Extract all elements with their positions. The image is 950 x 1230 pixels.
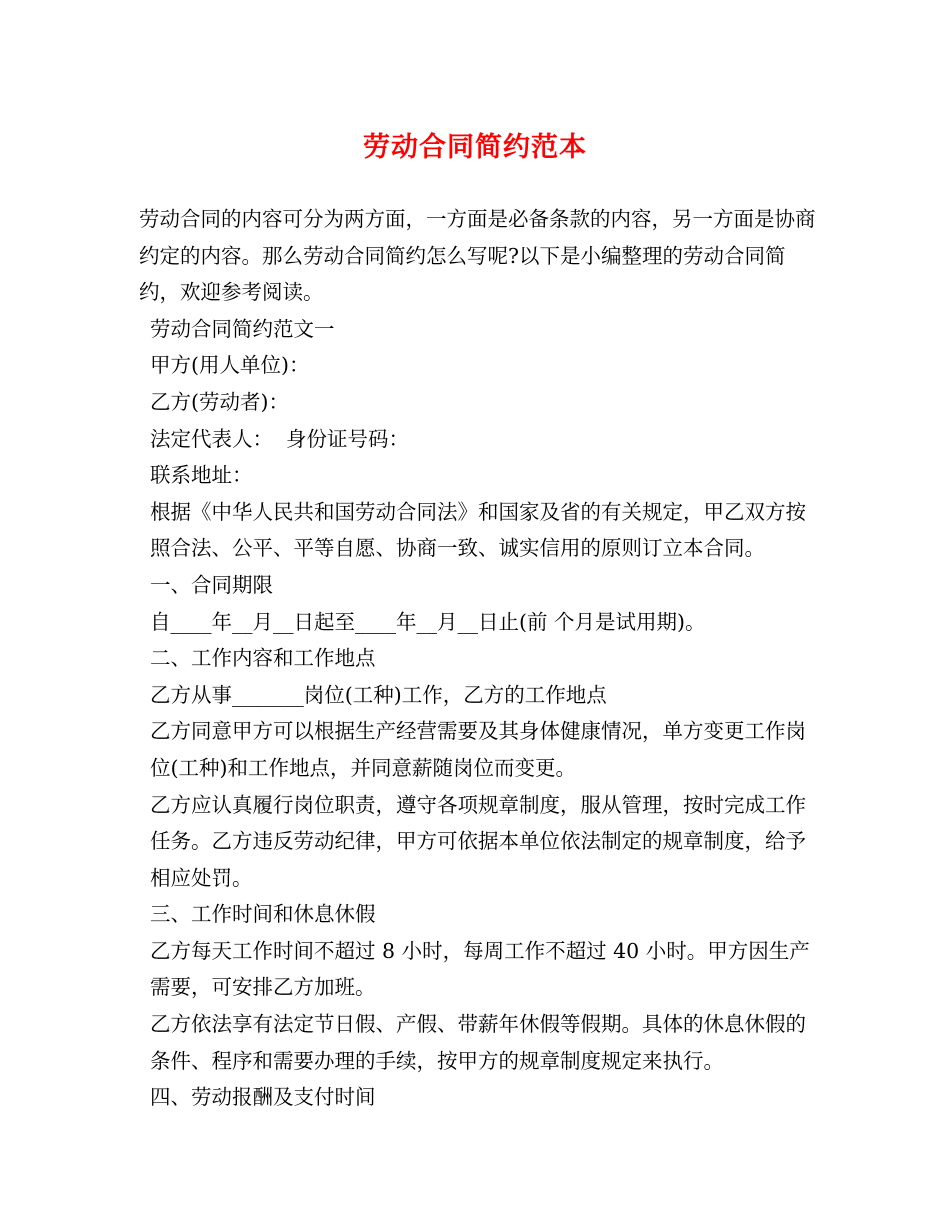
paragraph-address: 联系地址：	[150, 463, 253, 488]
paragraph-work-change: 乙方同意甲方可以根据生产经营需要及其身体健康情况，单方变更工作岗位(工种)和工作地点，并同意薪随岗位而变更。	[150, 719, 806, 780]
paragraph-work-post: 乙方从事_______岗位(工种)工作，乙方的工作地点	[150, 682, 607, 707]
paragraph-preamble: 根据《中华人民共和国劳动合同法》和国家及省的有关规定，甲乙双方按照合法、公平、平等自愿、协商一致、诚实信用的原则订立本合同。	[150, 499, 806, 561]
section-heading-term: 一、合同期限	[150, 572, 273, 597]
document-title: 劳动合同简约范本	[363, 132, 587, 163]
paragraph-term: 自____年__月__日起至____年__月__日止(前 个月是试用期)。	[150, 609, 706, 634]
paragraph-leave: 乙方依法享有法定节日假、产假、带薪年休假等假期。具体的休息休假的条件、程序和需要办理的手续，按甲方的规章制度规定来执行。	[150, 1012, 806, 1073]
paragraph-legal-rep: 法定代表人： 身份证号码：	[150, 426, 410, 451]
paragraph-party-b: 乙方(劳动者)：	[150, 389, 289, 414]
section-heading-hours: 三、工作时间和休息休假	[150, 902, 376, 927]
section-heading-pay: 四、劳动报酬及支付时间	[150, 1085, 376, 1110]
paragraph-intro: 劳动合同的内容可分为两方面，一方面是必备条款的内容，另一方面是协商约定的内容。那么劳动合同简约怎么写呢?以下是小编整理的劳动合同简约，欢迎参考阅读。	[139, 207, 816, 305]
document-body	[139, 201, 819, 1116]
paragraph-party-a: 甲方(用人单位)：	[150, 353, 310, 378]
paragraph-hours: 乙方每天工作时间不超过 8 小时，每周工作不超过 40 小时。甲方因生产需要，可安排乙方加班。	[150, 938, 810, 1000]
paragraph-sample-heading: 劳动合同简约范文一	[150, 316, 335, 341]
section-heading-work: 二、工作内容和工作地点	[150, 646, 376, 671]
paragraph-work-duty: 乙方应认真履行岗位职责，遵守各项规章制度，服从管理，按时完成工作任务。乙方违反劳动纪律，甲方可依据本单位依法制定的规章制度，给予相应处罚。	[150, 792, 806, 890]
